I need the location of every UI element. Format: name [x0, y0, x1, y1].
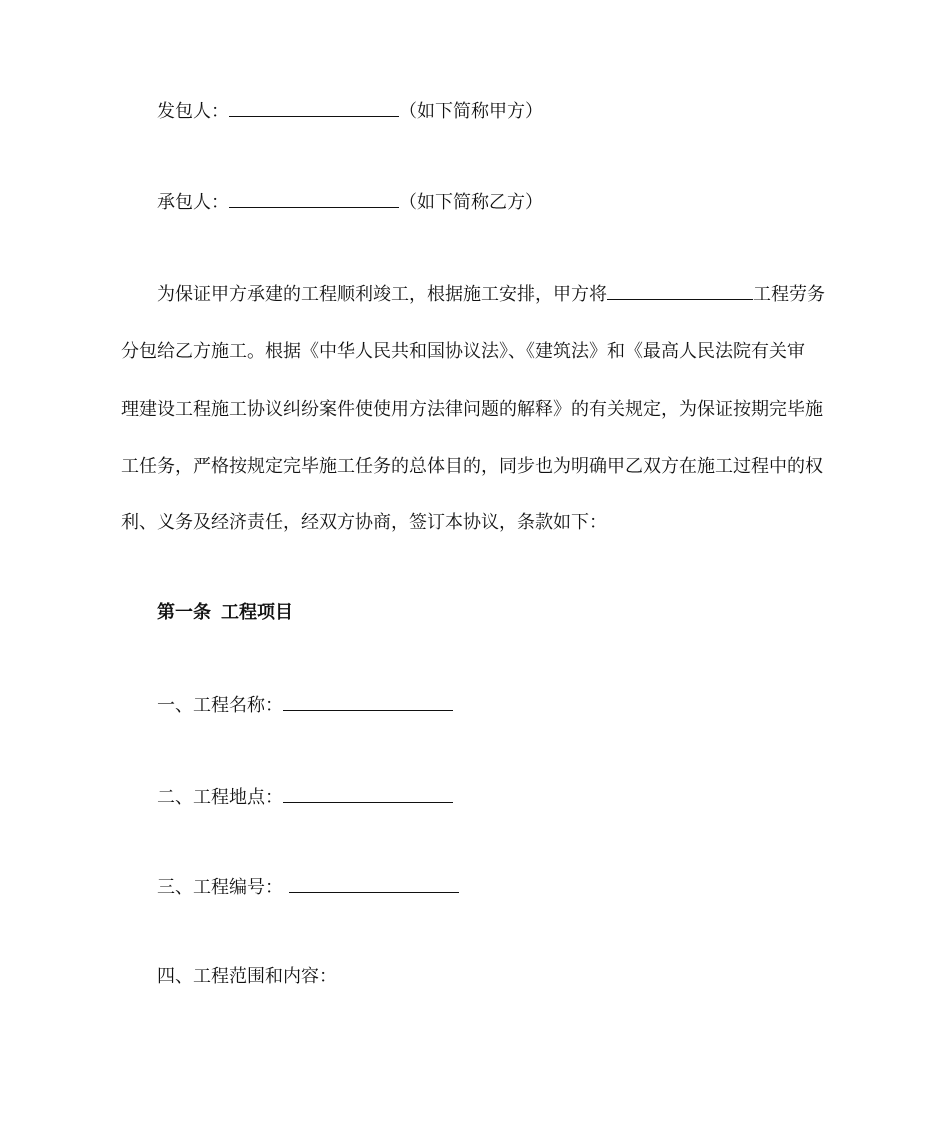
contractor-suffix: （如下简称甲方） — [399, 101, 543, 122]
contractor-line — [157, 98, 543, 122]
subcontractor-line — [157, 189, 543, 213]
intro-line-3: 理建设工程施工协议纠纷案件使使用方法律问题的解释》的有关规定，为保证按期完毕施 — [121, 399, 823, 420]
project-name-line — [157, 692, 453, 716]
intro-line-1 — [157, 281, 825, 305]
article-1-heading — [157, 601, 293, 625]
intro-line-5: 利、义务及经济责任，经双方协商，签订本协议，条款如下： — [121, 512, 607, 533]
project-location-blank[interactable] — [283, 784, 453, 803]
intro-line-2: 分包给乙方施工。根据《中华人民共和国协议法》、《建筑法》和《最高人民法院有关审 — [121, 341, 805, 362]
intro-line-1-b: 工程劳务 — [753, 284, 825, 305]
intro-line-1-a: 为保证甲方承建的工程顺利竣工，根据施工安排，甲方将 — [157, 284, 607, 305]
project-code-blank[interactable] — [289, 874, 459, 893]
project-scope-label: 四、工程范围和内容： — [157, 966, 337, 987]
intro-line-4: 工任务，严格按规定完毕施工任务的总体目的，同步也为明确甲乙双方在施工过程中的权 — [121, 456, 823, 477]
project-blank[interactable] — [607, 281, 753, 300]
contractor-blank[interactable] — [229, 98, 399, 117]
subcontractor-blank[interactable] — [229, 189, 399, 208]
project-scope-line — [157, 965, 337, 989]
contractor-label: 发包人： — [157, 101, 229, 122]
project-location-label: 二、工程地点： — [157, 787, 283, 808]
article-1-number: 第一条 — [157, 602, 211, 623]
subcontractor-suffix: （如下简称乙方） — [399, 192, 543, 213]
subcontractor-label: 承包人： — [157, 192, 229, 213]
project-code-line — [157, 874, 459, 898]
project-code-label: 三、工程编号： — [157, 877, 283, 898]
project-name-blank[interactable] — [283, 692, 453, 711]
project-location-line — [157, 784, 453, 808]
article-1-title: 工程项目 — [221, 602, 293, 623]
project-name-label: 一、工程名称： — [157, 695, 283, 716]
